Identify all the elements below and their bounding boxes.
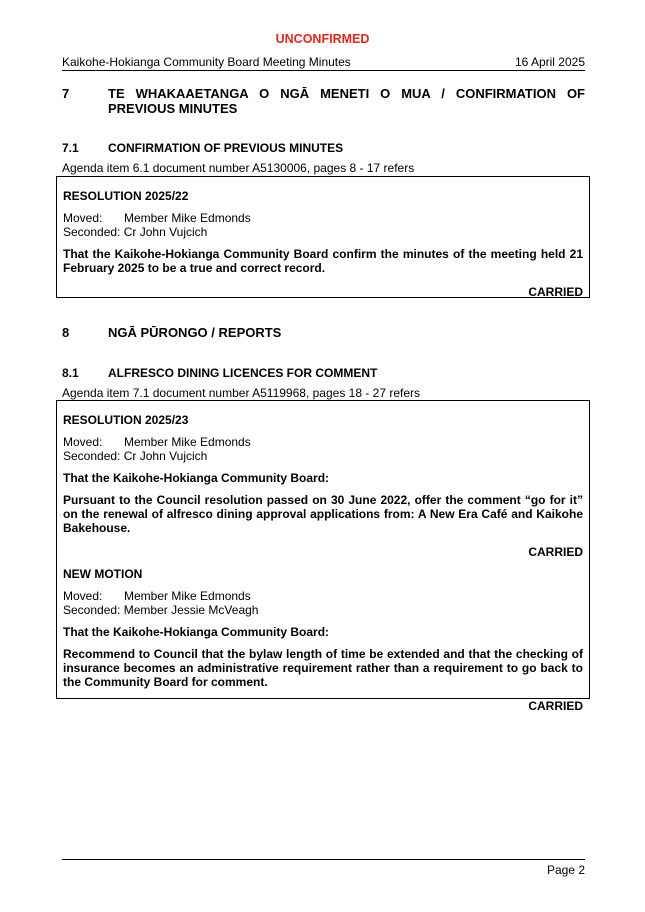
header-title: Kaikohe-Hokianga Community Board Meeting Minutes (62, 55, 351, 69)
seconded-by: Cr John Vujcich (123, 449, 208, 463)
agenda-reference: Agenda item 6.1 document number A5130006, pages 8 - 17 refers (62, 161, 415, 175)
section-8-heading (62, 325, 585, 340)
moved-by: Member Mike Edmonds (124, 589, 251, 603)
seconded-by: Member Jessie McVeagh (123, 603, 259, 617)
moved-label: Moved: (63, 435, 103, 449)
new-motion-title: NEW MOTION (63, 567, 143, 581)
item-number: 7.1 (62, 141, 79, 155)
carried-status: CARRIED (528, 285, 583, 299)
page-footer (62, 859, 585, 877)
resolution-intro: That the Kaikohe-Hokianga Community Board: (63, 471, 330, 485)
seconded-label: Seconded: (63, 449, 121, 463)
moved-label: Moved: (63, 589, 103, 603)
item-7-1-heading (62, 141, 585, 155)
item-number: 8.1 (62, 366, 79, 380)
seconded-by: Cr John Vujcich (123, 225, 208, 239)
section-title: TE WHAKAAETANGA O NGĀ MENETI O MUA / CONFIRMATION OF PREVIOUS MINUTES (108, 86, 585, 116)
unconfirmed-watermark: UNCONFIRMED (275, 32, 370, 46)
resolution-text: That the Kaikohe-Hokianga Community Board confirm the minutes of the meeting held 21 February 2025 to be a true and correct record. (63, 247, 583, 275)
carried-status: CARRIED (528, 545, 583, 559)
page-number: Page 2 (546, 863, 585, 877)
agenda-reference: Agenda item 7.1 document number A5119968, pages 18 - 27 refers (62, 386, 421, 400)
resolution-title: RESOLUTION 2025/22 (63, 189, 189, 203)
item-8-1-heading (62, 366, 585, 380)
resolution-title: RESOLUTION 2025/23 (63, 413, 189, 427)
moved-by: Member Mike Edmonds (124, 435, 251, 449)
page-header (62, 55, 585, 71)
moved-by: Member Mike Edmonds (124, 211, 251, 225)
resolution-text: Pursuant to the Council resolution passed on 30 June 2022, offer the comment “go for it” on the renewal of alfresco dining approval applications from: A New Era Café and Kaikohe Bakehouse. (63, 493, 583, 535)
moved-label: Moved: (63, 211, 103, 225)
section-7-heading (62, 86, 585, 116)
carried-status: CARRIED (528, 699, 583, 713)
section-number: 8 (62, 325, 70, 340)
resolution-box (56, 400, 590, 713)
item-title: ALFRESCO DINING LICENCES FOR COMMENT (108, 366, 378, 380)
mover-block (63, 435, 583, 463)
motion-text: Recommend to Council that the bylaw length of time be extended and that the checking of insurance becomes an administrative requirement rather than a requirement to go back to the Community Board for comment. (63, 647, 583, 689)
header-date: 16 April 2025 (514, 55, 585, 69)
section-number: 7 (62, 86, 70, 101)
section-title: NGĀ PŪRONGO / REPORTS (108, 325, 282, 340)
seconded-label: Seconded: (63, 603, 121, 617)
resolution-box (56, 176, 590, 298)
seconded-label: Seconded: (63, 225, 121, 239)
item-title: CONFIRMATION OF PREVIOUS MINUTES (108, 141, 344, 155)
mover-block (63, 589, 583, 617)
motion-intro: That the Kaikohe-Hokianga Community Board: (63, 625, 330, 639)
mover-block (63, 211, 583, 239)
